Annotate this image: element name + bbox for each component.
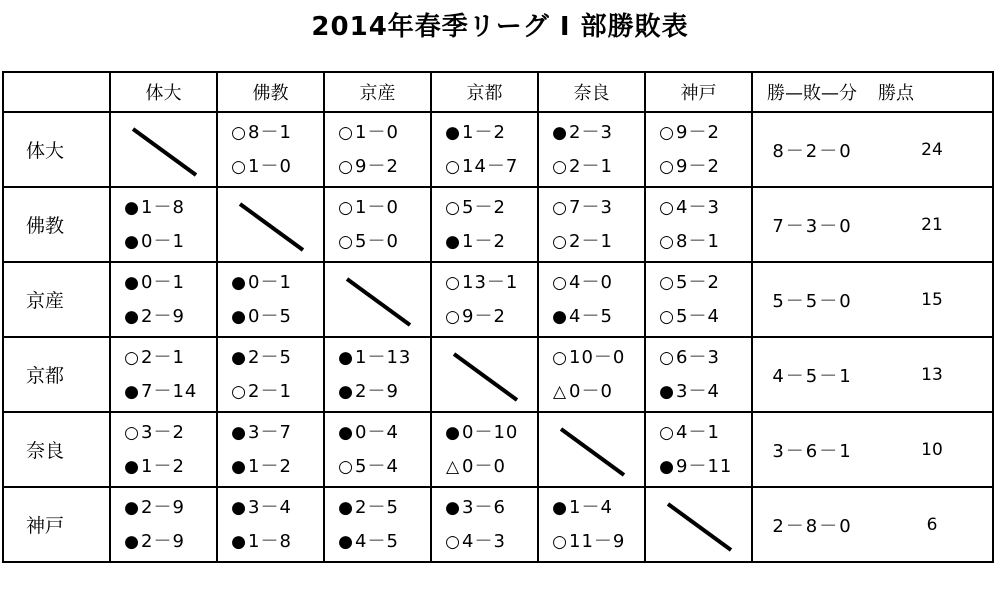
game-score: 0－1: [248, 271, 292, 293]
game-result: [230, 450, 323, 484]
game-result: [123, 266, 216, 300]
game-result: [551, 225, 644, 259]
row-team-name: 体大: [3, 112, 110, 187]
game-result: [444, 416, 537, 450]
result-mark: ●: [231, 497, 247, 518]
game-result: [123, 191, 216, 225]
result-mark: ●: [659, 381, 675, 402]
self-match-cell: [110, 112, 217, 187]
game-score: 9－2: [676, 155, 720, 177]
column-header: 京産: [324, 72, 431, 112]
game-result: [337, 375, 430, 409]
result-mark: ○: [338, 197, 354, 218]
game-score: 9－2: [676, 121, 720, 143]
result-mark: ○: [659, 231, 675, 252]
game-result: [444, 266, 537, 300]
table-row: [3, 487, 993, 562]
game-result: [337, 491, 430, 525]
result-mark: ○: [445, 272, 461, 293]
result-mark: ●: [659, 456, 675, 477]
column-header: 佛教: [217, 72, 324, 112]
result-mark: ●: [124, 197, 140, 218]
game-result: [230, 525, 323, 559]
game-result: [337, 416, 430, 450]
self-match-cell: [324, 262, 431, 337]
table-row: [3, 187, 993, 262]
game-score: 2－5: [355, 496, 399, 518]
game-score: 2－1: [248, 380, 292, 402]
game-score: 1－4: [569, 496, 613, 518]
win-loss-record: 3－6－1: [752, 412, 872, 487]
game-result: [123, 416, 216, 450]
corner-cell: [3, 72, 110, 112]
result-mark: ●: [338, 531, 354, 552]
game-score: 1－2: [141, 455, 185, 477]
match-result-cell: [217, 112, 324, 187]
match-result-cell: [538, 487, 645, 562]
match-result-cell: [110, 262, 217, 337]
result-mark: ●: [445, 122, 461, 143]
win-loss-record: 8－2－0: [752, 112, 872, 187]
result-mark: ○: [659, 197, 675, 218]
result-mark: ●: [231, 456, 247, 477]
game-result: [123, 491, 216, 525]
game-score: 4－0: [569, 271, 613, 293]
result-mark: ●: [231, 347, 247, 368]
game-result: [444, 525, 537, 559]
game-result: [658, 191, 751, 225]
column-header: 奈良: [538, 72, 645, 112]
game-result: [230, 116, 323, 150]
win-loss-record: 5－5－0: [752, 262, 872, 337]
result-mark: ○: [659, 156, 675, 177]
result-mark: ○: [445, 197, 461, 218]
diagonal-slash: [646, 488, 751, 561]
game-result: [444, 491, 537, 525]
match-result-cell: [538, 112, 645, 187]
game-score: 0－4: [355, 421, 399, 443]
result-mark: ●: [231, 306, 247, 327]
result-mark: ○: [124, 422, 140, 443]
game-score: 4－3: [462, 530, 506, 552]
game-result: [123, 375, 216, 409]
table-row: [3, 412, 993, 487]
diagonal-slash: [325, 263, 430, 336]
points-value: 24: [872, 112, 993, 187]
game-score: 4－5: [569, 305, 613, 327]
game-score: 4－3: [676, 196, 720, 218]
match-result-cell: [645, 337, 752, 412]
game-result: [551, 116, 644, 150]
game-score: 6－3: [676, 346, 720, 368]
game-result: [230, 341, 323, 375]
game-score: 2－9: [141, 305, 185, 327]
match-result-cell: [324, 112, 431, 187]
result-mark: ○: [231, 156, 247, 177]
game-score: 0－1: [141, 230, 185, 252]
win-loss-record: 2－8－0: [752, 487, 872, 562]
game-score: 5－0: [355, 230, 399, 252]
game-score: 9－2: [355, 155, 399, 177]
game-result: [551, 375, 644, 409]
game-result: [444, 191, 537, 225]
column-header: 京都: [431, 72, 538, 112]
match-result-cell: [538, 187, 645, 262]
game-score: 3－2: [141, 421, 185, 443]
result-mark: ○: [552, 531, 568, 552]
game-score: 0－1: [141, 271, 185, 293]
match-result-cell: [217, 412, 324, 487]
result-mark: ●: [231, 272, 247, 293]
result-mark: ●: [338, 422, 354, 443]
game-score: 1－0: [355, 121, 399, 143]
game-score: 1－2: [462, 230, 506, 252]
game-result: [230, 300, 323, 334]
result-mark: ○: [338, 122, 354, 143]
match-result-cell: [324, 412, 431, 487]
result-mark: ○: [659, 122, 675, 143]
points-value: 13: [872, 337, 993, 412]
result-mark: ○: [659, 272, 675, 293]
row-team-name: 佛教: [3, 187, 110, 262]
column-header: 神戸: [645, 72, 752, 112]
game-score: 2－9: [141, 496, 185, 518]
game-result: [444, 225, 537, 259]
match-result-cell: [645, 187, 752, 262]
game-result: [123, 225, 216, 259]
game-result: [551, 525, 644, 559]
game-result: [551, 341, 644, 375]
diagonal-slash: [111, 113, 216, 186]
result-mark: ○: [659, 422, 675, 443]
game-score: 1－0: [248, 155, 292, 177]
game-result: [230, 150, 323, 184]
result-mark: ○: [445, 531, 461, 552]
result-mark: ●: [338, 497, 354, 518]
game-score: 1－2: [462, 121, 506, 143]
match-result-cell: [431, 412, 538, 487]
row-team-name: 奈良: [3, 412, 110, 487]
game-score: 10－0: [569, 346, 626, 368]
game-result: [658, 266, 751, 300]
game-result: [337, 150, 430, 184]
game-score: 5－2: [462, 196, 506, 218]
match-result-cell: [110, 337, 217, 412]
game-score: 7－14: [141, 380, 198, 402]
row-team-name: 神戸: [3, 487, 110, 562]
match-result-cell: [324, 487, 431, 562]
game-result: [551, 266, 644, 300]
game-score: 2－5: [248, 346, 292, 368]
game-result: [123, 450, 216, 484]
result-mark: ●: [445, 497, 461, 518]
game-score: 8－1: [248, 121, 292, 143]
game-score: 11－9: [569, 530, 626, 552]
result-mark: ●: [231, 422, 247, 443]
game-result: [337, 450, 430, 484]
result-mark: ○: [659, 306, 675, 327]
game-result: [444, 116, 537, 150]
result-mark: ●: [445, 231, 461, 252]
game-score: 4－1: [676, 421, 720, 443]
match-result-cell: [538, 337, 645, 412]
game-result: [444, 300, 537, 334]
result-mark: ○: [445, 306, 461, 327]
game-score: 3－4: [676, 380, 720, 402]
result-mark: ●: [124, 231, 140, 252]
game-result: [551, 150, 644, 184]
game-result: [337, 341, 430, 375]
match-result-cell: [431, 187, 538, 262]
game-score: 0－10: [462, 421, 519, 443]
game-score: 5－4: [676, 305, 720, 327]
result-mark: ○: [231, 122, 247, 143]
result-mark: ●: [124, 497, 140, 518]
result-mark: ○: [552, 231, 568, 252]
game-result: [230, 491, 323, 525]
game-result: [337, 191, 430, 225]
match-result-cell: [217, 337, 324, 412]
match-result-cell: [431, 487, 538, 562]
game-score: 9－11: [676, 455, 733, 477]
table-row: [3, 112, 993, 187]
game-score: 2－1: [569, 155, 613, 177]
game-result: [551, 191, 644, 225]
game-score: 13－1: [462, 271, 519, 293]
game-score: 3－4: [248, 496, 292, 518]
record-header: 勝—敗—分: [752, 72, 872, 112]
game-score: 4－5: [355, 530, 399, 552]
match-result-cell: [645, 112, 752, 187]
game-result: [230, 375, 323, 409]
game-result: [123, 525, 216, 559]
diagonal-slash: [539, 413, 644, 486]
result-mark: ●: [338, 347, 354, 368]
match-result-cell: [217, 487, 324, 562]
game-result: [658, 225, 751, 259]
result-mark: ○: [445, 156, 461, 177]
game-score: 2－3: [569, 121, 613, 143]
game-result: [337, 225, 430, 259]
result-mark: ●: [338, 381, 354, 402]
game-result: [337, 525, 430, 559]
game-score: 1－8: [141, 196, 185, 218]
points-value: 15: [872, 262, 993, 337]
result-mark: ○: [552, 272, 568, 293]
result-mark: ●: [124, 272, 140, 293]
points-value: 6: [872, 487, 993, 562]
result-mark: △: [445, 456, 461, 477]
game-score: 0－0: [462, 455, 506, 477]
game-score: 3－7: [248, 421, 292, 443]
result-mark: ○: [552, 156, 568, 177]
game-result: [337, 116, 430, 150]
game-score: 0－0: [569, 380, 613, 402]
match-result-cell: [217, 262, 324, 337]
result-mark: △: [552, 381, 568, 402]
match-result-cell: [431, 112, 538, 187]
self-match-cell: [645, 487, 752, 562]
game-result: [444, 450, 537, 484]
game-result: [658, 150, 751, 184]
result-mark: ○: [338, 456, 354, 477]
result-mark: ○: [552, 197, 568, 218]
result-mark: ●: [231, 531, 247, 552]
game-score: 2－9: [355, 380, 399, 402]
table-row: [3, 262, 993, 337]
self-match-cell: [431, 337, 538, 412]
game-result: [658, 375, 751, 409]
game-score: 1－8: [248, 530, 292, 552]
game-result: [230, 416, 323, 450]
game-result: [551, 300, 644, 334]
game-score: 5－2: [676, 271, 720, 293]
result-mark: ○: [124, 347, 140, 368]
result-mark: ●: [552, 497, 568, 518]
game-result: [444, 150, 537, 184]
page-title: 2014年春季リーグ I 部勝敗表: [311, 12, 689, 42]
match-result-cell: [431, 262, 538, 337]
match-result-cell: [538, 262, 645, 337]
result-mark: ○: [231, 381, 247, 402]
game-score: 1－0: [355, 196, 399, 218]
game-score: 5－4: [355, 455, 399, 477]
match-result-cell: [645, 262, 752, 337]
game-score: 14－7: [462, 155, 519, 177]
standings-table: [2, 71, 994, 563]
game-score: 2－1: [569, 230, 613, 252]
game-score: 8－1: [676, 230, 720, 252]
match-result-cell: [110, 412, 217, 487]
points-value: 21: [872, 187, 993, 262]
game-score: 1－2: [248, 455, 292, 477]
result-mark: ●: [124, 531, 140, 552]
match-result-cell: [645, 412, 752, 487]
game-score: 3－6: [462, 496, 506, 518]
game-result: [658, 116, 751, 150]
row-team-name: 京産: [3, 262, 110, 337]
result-mark: ●: [124, 306, 140, 327]
match-result-cell: [110, 187, 217, 262]
column-header: 体大: [110, 72, 217, 112]
game-score: 1－13: [355, 346, 412, 368]
game-result: [658, 416, 751, 450]
game-score: 2－9: [141, 530, 185, 552]
diagonal-slash: [218, 188, 323, 261]
points-header: 勝点: [872, 72, 993, 112]
result-mark: ●: [552, 122, 568, 143]
game-result: [658, 341, 751, 375]
result-mark: ●: [552, 306, 568, 327]
self-match-cell: [217, 187, 324, 262]
win-loss-record: 4－5－1: [752, 337, 872, 412]
game-score: 0－5: [248, 305, 292, 327]
result-mark: ●: [445, 422, 461, 443]
self-match-cell: [538, 412, 645, 487]
header-row: [3, 72, 993, 112]
match-result-cell: [110, 487, 217, 562]
result-mark: ●: [124, 381, 140, 402]
result-mark: ○: [338, 156, 354, 177]
row-team-name: 京都: [3, 337, 110, 412]
diagonal-slash: [432, 338, 537, 411]
game-result: [123, 341, 216, 375]
game-result: [123, 300, 216, 334]
result-mark: ○: [338, 231, 354, 252]
result-mark: ○: [659, 347, 675, 368]
game-score: 7－3: [569, 196, 613, 218]
game-result: [658, 450, 751, 484]
game-score: 9－2: [462, 305, 506, 327]
result-mark: ○: [552, 347, 568, 368]
game-result: [658, 300, 751, 334]
match-result-cell: [324, 187, 431, 262]
match-result-cell: [324, 337, 431, 412]
game-result: [551, 491, 644, 525]
win-loss-record: 7－3－0: [752, 187, 872, 262]
table-row: [3, 337, 993, 412]
game-result: [230, 266, 323, 300]
points-value: 10: [872, 412, 993, 487]
result-mark: ●: [124, 456, 140, 477]
game-score: 2－1: [141, 346, 185, 368]
